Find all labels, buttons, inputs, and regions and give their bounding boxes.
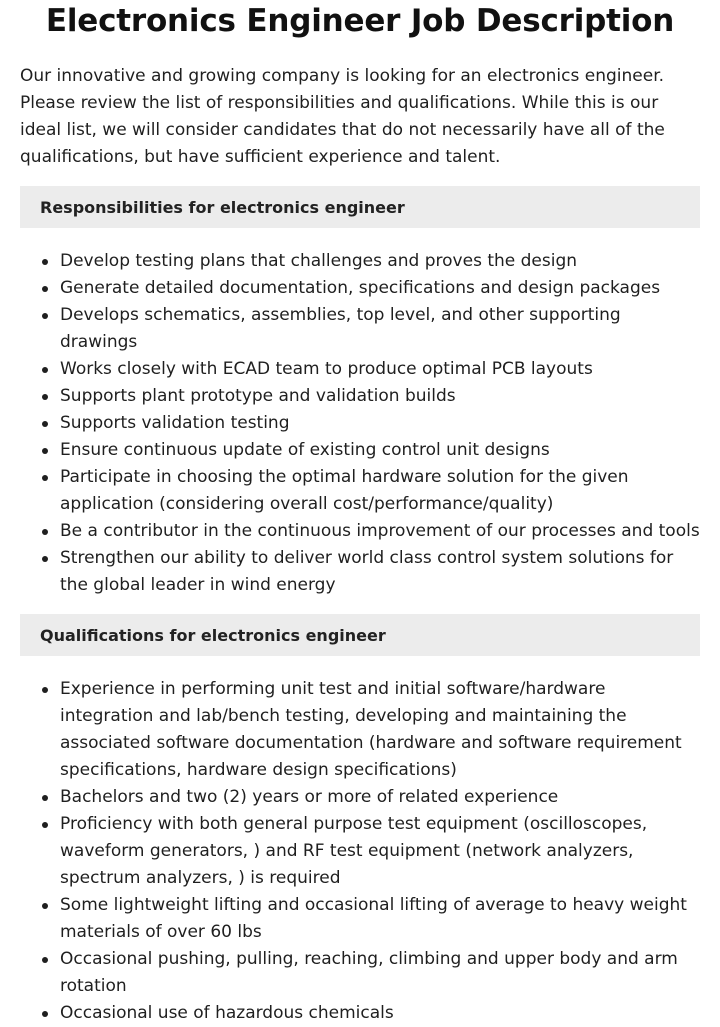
list-item: Participate in choosing the optimal hardware solution for the given application (considering overall cost/performance/quality) — [20, 464, 700, 518]
intro-paragraph: Our innovative and growing company is looking for an electronics engineer. Please review the list of responsibilities and qualifications. While this is our ideal list, we will consider candidates that do not necessarily have all of the qualifications, but have sufficient experience and talent. — [20, 66, 665, 167]
responsibilities-heading-label: Responsibilities for electronics engineer — [40, 197, 405, 217]
list-item: Occasional pushing, pulling, reaching, climbing and upper body and arm rotation — [20, 946, 700, 1000]
responsibilities-list — [20, 248, 700, 599]
list-item: Experience in performing unit test and initial software/hardware integration and lab/bench testing, developing and maintaining the associated software documentation (hardware and software requirement specifications, hardware design specifications) — [20, 676, 700, 784]
list-item: Be a contributor in the continuous improvement of our processes and tools — [20, 518, 700, 545]
list-item: Occasional use of hazardous chemicals — [20, 1000, 700, 1027]
list-item: Ensure continuous update of existing control unit designs — [20, 437, 700, 464]
list-item: Strengthen our ability to deliver world class control system solutions for the global leader in wind energy — [20, 545, 700, 599]
list-item: Proficiency with both general purpose test equipment (oscilloscopes, waveform generators, ) and RF test equipment (network analyzers, spectrum analyzers, ) is required — [20, 811, 700, 892]
qualifications-heading-label: Qualifications for electronics engineer — [40, 625, 386, 645]
page-title: Electronics Engineer Job Description — [45, 3, 675, 39]
list-item: Generate detailed documentation, specifications and design packages — [20, 275, 700, 302]
list-item: Develop testing plans that challenges and proves the design — [20, 248, 700, 275]
list-item: Bachelors and two (2) years or more of related experience — [20, 784, 700, 811]
list-item: Some lightweight lifting and occasional lifting of average to heavy weight materials of over 60 lbs — [20, 892, 700, 946]
list-item: Works closely with ECAD team to produce optimal PCB layouts — [20, 356, 700, 383]
responsibilities-heading — [20, 186, 700, 228]
qualifications-list — [20, 676, 700, 1027]
list-item: Supports validation testing — [20, 410, 700, 437]
list-item: Develops schematics, assemblies, top level, and other supporting drawings — [20, 302, 700, 356]
qualifications-heading — [20, 614, 700, 656]
list-item: Supports plant prototype and validation builds — [20, 383, 700, 410]
